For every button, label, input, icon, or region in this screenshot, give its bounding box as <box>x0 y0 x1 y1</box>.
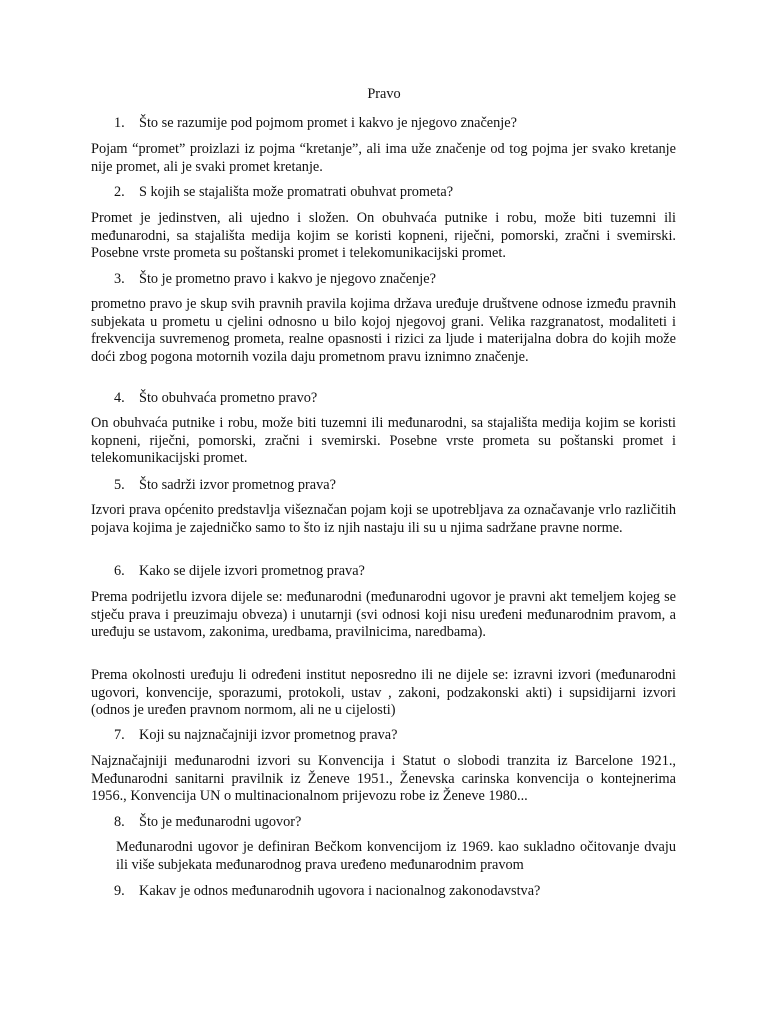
question-text: Što je međunarodni ugovor? <box>139 814 302 830</box>
question-4 <box>114 390 684 408</box>
question-text: Kako se dijele izvori prometnog prava? <box>139 563 365 579</box>
answer-2: Promet je jedinstven, ali ujedno i složen. On obuhvaća putnike i robu, može biti tuzemni ili međunarodni, sa stajališta medija kojim se koristi kopneni, riječni, pomorski, zračni i svemirski. Posebne vrste prometa su poštanski promet i telekomunikacijski promet. <box>91 210 676 262</box>
question-2 <box>114 184 684 202</box>
question-number: 5. <box>114 477 125 493</box>
question-number: 9. <box>114 883 125 899</box>
question-number: 1. <box>114 115 125 131</box>
question-text: Kakav je odnos međunarodnih ugovora i nacionalnog zakonodavstva? <box>139 883 541 899</box>
answer-6b: Prema okolnosti uređuju li određeni institut neposredno ili ne dijele se: izravni izvori (međunarodni ugovori, konvencije, sporazumi, protokoli, ustav , zakoni, podzakonski akti) i supsidijarni izvori (odnos je uređen pravnom normom, ali ne u cijelosti) <box>91 667 676 719</box>
question-number: 2. <box>114 184 125 200</box>
question-9 <box>114 883 684 901</box>
question-1 <box>114 115 684 133</box>
question-text: Što obuhvaća prometno pravo? <box>139 390 318 406</box>
question-text: Koji su najznačajniji izvor prometnog prava? <box>139 727 398 743</box>
question-text: Što se razumije pod pojmom promet i kakvo je njegovo značenje? <box>139 115 517 131</box>
question-text: S kojih se stajališta može promatrati obuhvat prometa? <box>139 184 454 200</box>
question-6 <box>114 563 684 581</box>
question-number: 3. <box>114 271 125 287</box>
question-text: Što sadrži izvor prometnog prava? <box>139 477 336 493</box>
question-8 <box>114 814 684 832</box>
answer-3: prometno pravo je skup svih pravnih pravila kojima država uređuje društvene odnose između pravnih subjekata u prometu u cjelini odnosno u bilo kojoj njegovoj grani. Velika razgranatost, modaliteti i frekvencija suvremenog prometa, realne opasnosti i rizici za ljude i materijalna dobra do kojih može doći zbog pogona motornih vozila daju prometnom pravu iznimno značenje. <box>91 296 676 365</box>
question-text: Što je prometno pravo i kakvo je njegovo značenje? <box>139 271 436 287</box>
answer-1: Pojam “promet” proizlazi iz pojma “kretanje”, ali ima uže značenje od tog pojma jer svako kretanje nije promet, ali je svaki promet kretanje. <box>91 141 676 175</box>
question-5 <box>114 477 684 495</box>
answer-5: Izvori prava općenito predstavlja višeznačan pojam koji se upotrebljava za označavanje vrlo različitih pojava kojima je zajedničko samo to što iz njih nastaju ili su u njima sadržane pravne norme. <box>91 502 676 536</box>
question-7 <box>114 727 684 745</box>
answer-7: Najznačajniji međunarodni izvori su Konvencija i Statut o slobodi tranzita iz Barcelone 1921., Međunarodni sanitarni pravilnik iz Ženeve 1951., Ženevska carinska konvencija o kontejnerima 1956., Konvencija UN o multinacionalnom prijevozu robe iz Ženeve 1980... <box>91 753 676 805</box>
answer-4: On obuhvaća putnike i robu, može biti tuzemni ili međunarodni, sa stajališta medija kojim se koristi kopneni, riječni, pomorski, zračni i svemirski. Posebne vrste prometa su poštanski promet i telekomunikacijski promet. <box>91 415 676 467</box>
question-number: 7. <box>114 727 125 743</box>
answer-8: Međunarodni ugovor je definiran Bečkom konvencijom iz 1969. kao sukladno očitovanje dvaju ili više subjekata međunarodnog prava uređeno međunarodnim pravom <box>116 839 676 873</box>
question-3 <box>114 271 684 289</box>
question-number: 6. <box>114 563 125 579</box>
question-number: 4. <box>114 390 125 406</box>
page-title: Pravo <box>367 86 401 102</box>
question-number: 8. <box>114 814 125 830</box>
answer-6a: Prema podrijetlu izvora dijele se: međunarodni (međunarodni ugovor je pravni akt temeljem kojeg se stječu prava i preuzimaju obveza) i unutarnji (svi odnosi koji nisu uređeni međunarodnim pravom, a uređuju se ustavom, zakonima, uredbama, pravilnicima, naredbama). <box>91 589 676 641</box>
